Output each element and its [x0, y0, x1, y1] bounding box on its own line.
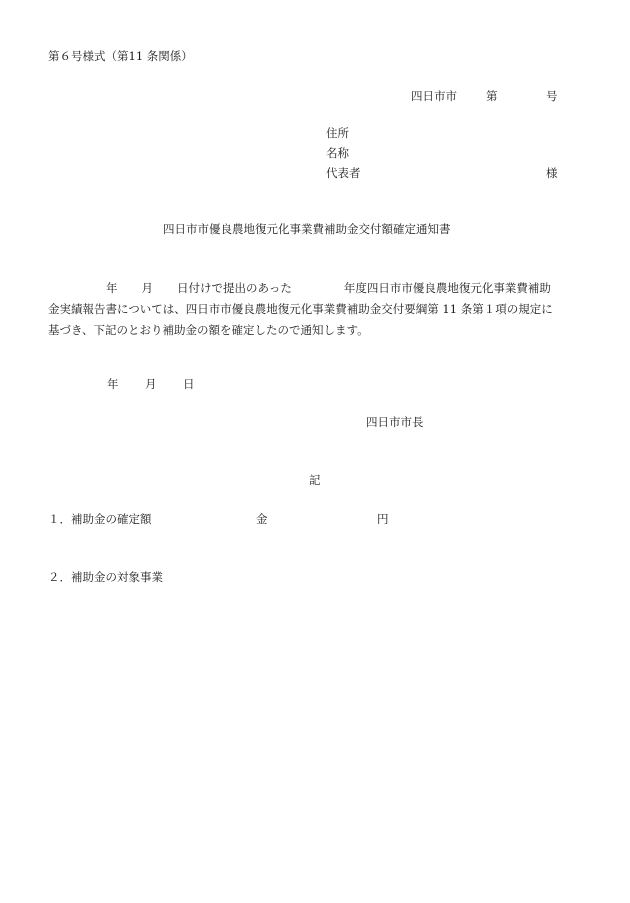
- body-line-2: 金実績報告書については、四日市市優良農地復元化事業費補助金交付要綱第 11 条第１項の規定に: [48, 302, 553, 316]
- body-line-3: 基づき、下記のとおり補助金の額を確定したので通知します。: [48, 323, 369, 337]
- ki-mark: 記: [309, 473, 321, 487]
- recipient-honorific: 様: [546, 166, 558, 180]
- reference-dai: 第: [486, 89, 498, 103]
- body-paragraph: [48, 278, 588, 341]
- recipient-representative-label: 代表者: [326, 166, 361, 180]
- item-1-kin: 金: [256, 512, 268, 526]
- date-day: 日: [183, 377, 195, 391]
- body-day-text: 日付けで提出のあった: [177, 281, 292, 295]
- reference-prefix: 四日市市: [411, 89, 457, 103]
- date-month: 月: [145, 377, 157, 391]
- recipient-name-label: 名称: [326, 146, 349, 160]
- body-line-1: [48, 278, 588, 299]
- form-label: 第６号様式（第11 条関係）: [48, 49, 193, 63]
- recipient-address-label: 住所: [326, 126, 349, 140]
- body-month: 月: [141, 281, 153, 295]
- item-1-yen: 円: [377, 512, 389, 526]
- item-2-label: ２．補助金の対象事業: [48, 570, 163, 584]
- issuer: 四日市市長: [366, 415, 424, 429]
- document-title: 四日市市優良農地復元化事業費補助金交付額確定通知書: [163, 222, 451, 236]
- date-year: 年: [107, 377, 119, 391]
- item-1-label: １．補助金の確定額: [48, 512, 152, 526]
- reference-go: 号: [546, 89, 558, 103]
- body-year: 年: [106, 281, 118, 295]
- body-line1-tail: 年度四日市市優良農地復元化事業費補助: [343, 281, 551, 295]
